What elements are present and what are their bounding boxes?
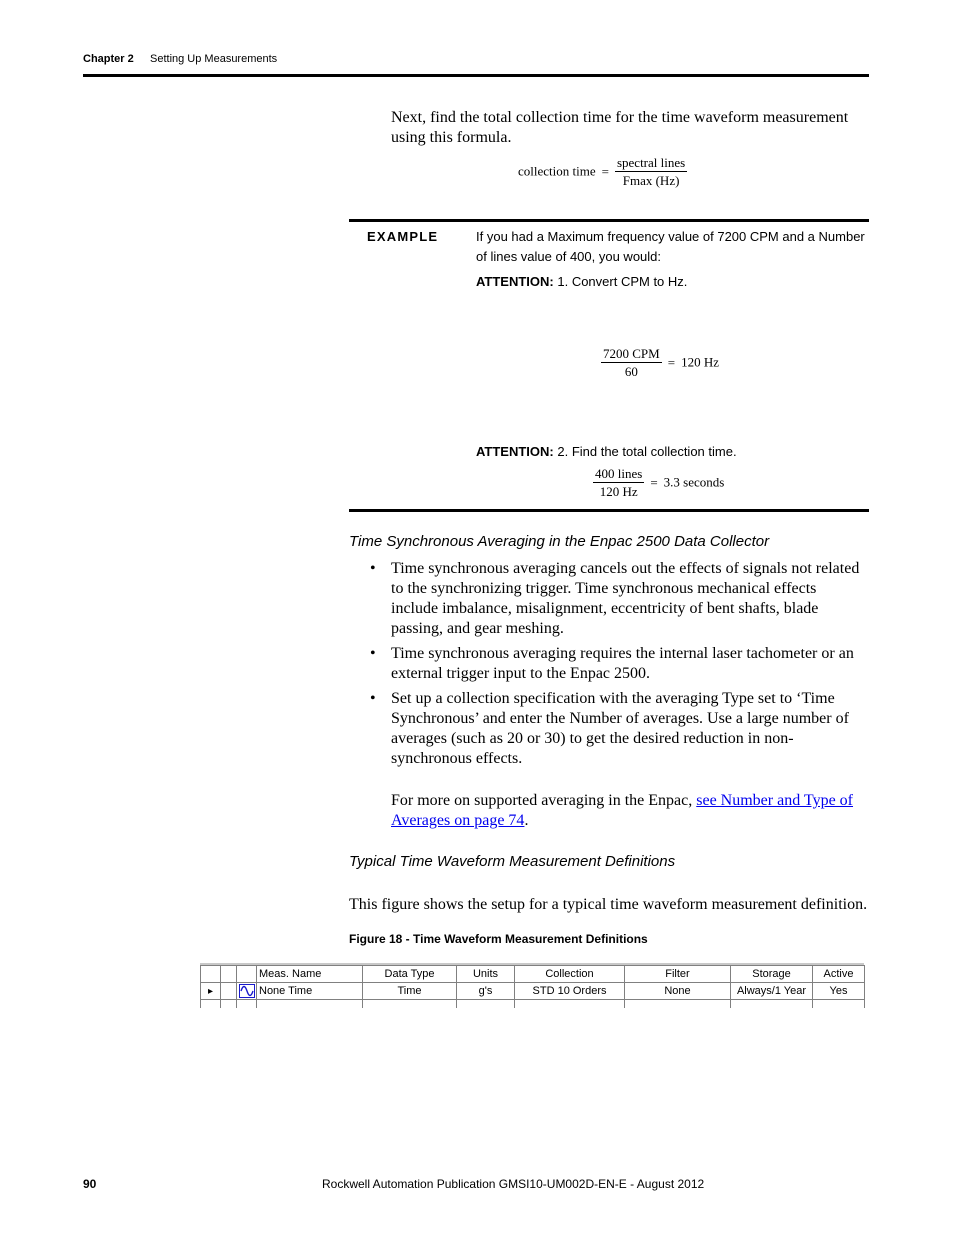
col-header-collection[interactable]: Collection	[515, 966, 625, 983]
col-header-active[interactable]: Active	[813, 966, 865, 983]
formula-numerator: 400 lines	[595, 466, 643, 481]
convert-cpm-formula	[601, 346, 719, 379]
formula-result: 3.3 seconds	[663, 474, 725, 490]
formula-label: collection time	[518, 163, 596, 179]
formula-result: 120 Hz	[681, 354, 719, 370]
header-title: Setting Up Measurements	[150, 53, 278, 65]
section-heading-definitions: Typical Time Waveform Measurement Definitions	[349, 853, 676, 870]
blank-header	[221, 966, 237, 983]
table-row-empty	[201, 1000, 865, 1009]
example-label: EXAMPLE	[367, 229, 439, 244]
formula-fraction	[615, 155, 687, 188]
step-2-text: 2. Find the total collection time.	[553, 444, 737, 459]
attention-label: ATTENTION:	[476, 444, 554, 459]
formula-denominator: 60	[624, 364, 638, 379]
example-top-rule	[349, 219, 869, 222]
col-header-storage[interactable]: Storage	[731, 966, 813, 983]
bullet-text: Time synchronous averaging cancels out the effects of signals not related to the synchronizing trigger. Time synchronous mechanical effects include imbalance, misalignment, eccentricity of bent shafts, blade passing, and gear meshing.	[391, 560, 860, 637]
cell-storage[interactable]: Always/1 Year	[731, 983, 813, 1000]
bullet-icon: •	[370, 560, 376, 577]
measurement-definitions-grid	[200, 963, 864, 1011]
figure-caption: Figure 18 - Time Waveform Measurement Definitions	[349, 932, 648, 946]
formula-equals: =	[650, 474, 658, 490]
collection-time-formula	[518, 155, 687, 188]
col-header-data-type[interactable]: Data Type	[363, 966, 457, 983]
cell-data-type[interactable]: Time	[363, 983, 457, 1000]
tsa-bullet-list	[367, 559, 867, 774]
section-heading-tsa: Time Synchronous Averaging in the Enpac 2500 Data Collector	[349, 533, 770, 550]
formula-equals: =	[667, 354, 676, 370]
total-time-formula	[593, 466, 724, 499]
formula-fraction	[593, 466, 644, 499]
list-item	[367, 689, 867, 769]
bullet-text: Set up a collection specification with the averaging Type set to ‘Time Synchronous’ and enter the Number of averages. Use a large number of averages (such as 20 or 30) to get the desired reduction in non-synchronous effects.	[391, 690, 849, 767]
cell-units[interactable]: g's	[457, 983, 515, 1000]
averages-page-link[interactable]: see Number and Type of Averages on page 74	[391, 792, 854, 829]
example-bottom-rule	[349, 509, 869, 512]
row-selector-header	[201, 966, 221, 983]
example-step-1	[476, 272, 866, 292]
attention-label: ATTENTION:	[476, 274, 554, 289]
definitions-table	[200, 965, 865, 1008]
cell-filter[interactable]: None	[625, 983, 731, 1000]
table-header-row	[201, 966, 865, 983]
col-header-units[interactable]: Units	[457, 966, 515, 983]
cell-collection[interactable]: STD 10 Orders	[515, 983, 625, 1000]
intro-paragraph: Next, find the total collection time for the time waveform measurement using this formula.	[391, 109, 849, 146]
formula-fraction	[601, 346, 662, 379]
cell-active[interactable]: Yes	[813, 983, 865, 1000]
bullet-icon: •	[370, 645, 376, 662]
more-suffix: .	[524, 812, 529, 829]
blank-cell	[221, 983, 237, 1000]
waveform-icon-cell	[237, 983, 257, 1000]
figure-intro: This figure shows the setup for a typical time waveform measurement definition.	[349, 896, 868, 913]
list-item	[367, 559, 867, 639]
row-pointer-icon[interactable]: ▸	[201, 983, 221, 1000]
header-rule	[83, 74, 869, 77]
header-chapter: Chapter 2	[83, 53, 134, 65]
icon-header	[237, 966, 257, 983]
bullet-icon: •	[370, 690, 376, 707]
list-item	[367, 644, 867, 684]
formula-equals: =	[601, 163, 609, 179]
formula-denominator: 120 Hz	[599, 484, 638, 499]
bullet-text: Time synchronous averaging requires the internal laser tachometer or an external trigger input to the Enpac 2500.	[391, 645, 854, 682]
cell-meas-name[interactable]: None Time	[257, 983, 363, 1000]
waveform-icon	[239, 984, 255, 998]
col-header-meas-name[interactable]: Meas. Name	[257, 966, 363, 983]
col-header-filter[interactable]: Filter	[625, 966, 731, 983]
more-info-paragraph	[391, 791, 866, 831]
formula-denominator: Fmax (Hz)	[622, 173, 680, 188]
footer-publication: Rockwell Automation Publication GMSI10-UM002D-EN-E - August 2012	[322, 1177, 705, 1191]
example-intro: If you had a Maximum frequency value of 7200 CPM and a Number of lines value of 400, you would:	[476, 229, 865, 264]
formula-numerator: 7200 CPM	[603, 346, 660, 361]
formula-numerator: spectral lines	[616, 155, 686, 170]
table-row[interactable]	[201, 983, 865, 1000]
footer-page-number: 90	[83, 1177, 97, 1191]
step-1-text: 1. Convert CPM to Hz.	[553, 274, 688, 289]
example-step-2	[476, 442, 866, 462]
more-prefix: For more on supported averaging in the Enpac,	[391, 792, 697, 809]
